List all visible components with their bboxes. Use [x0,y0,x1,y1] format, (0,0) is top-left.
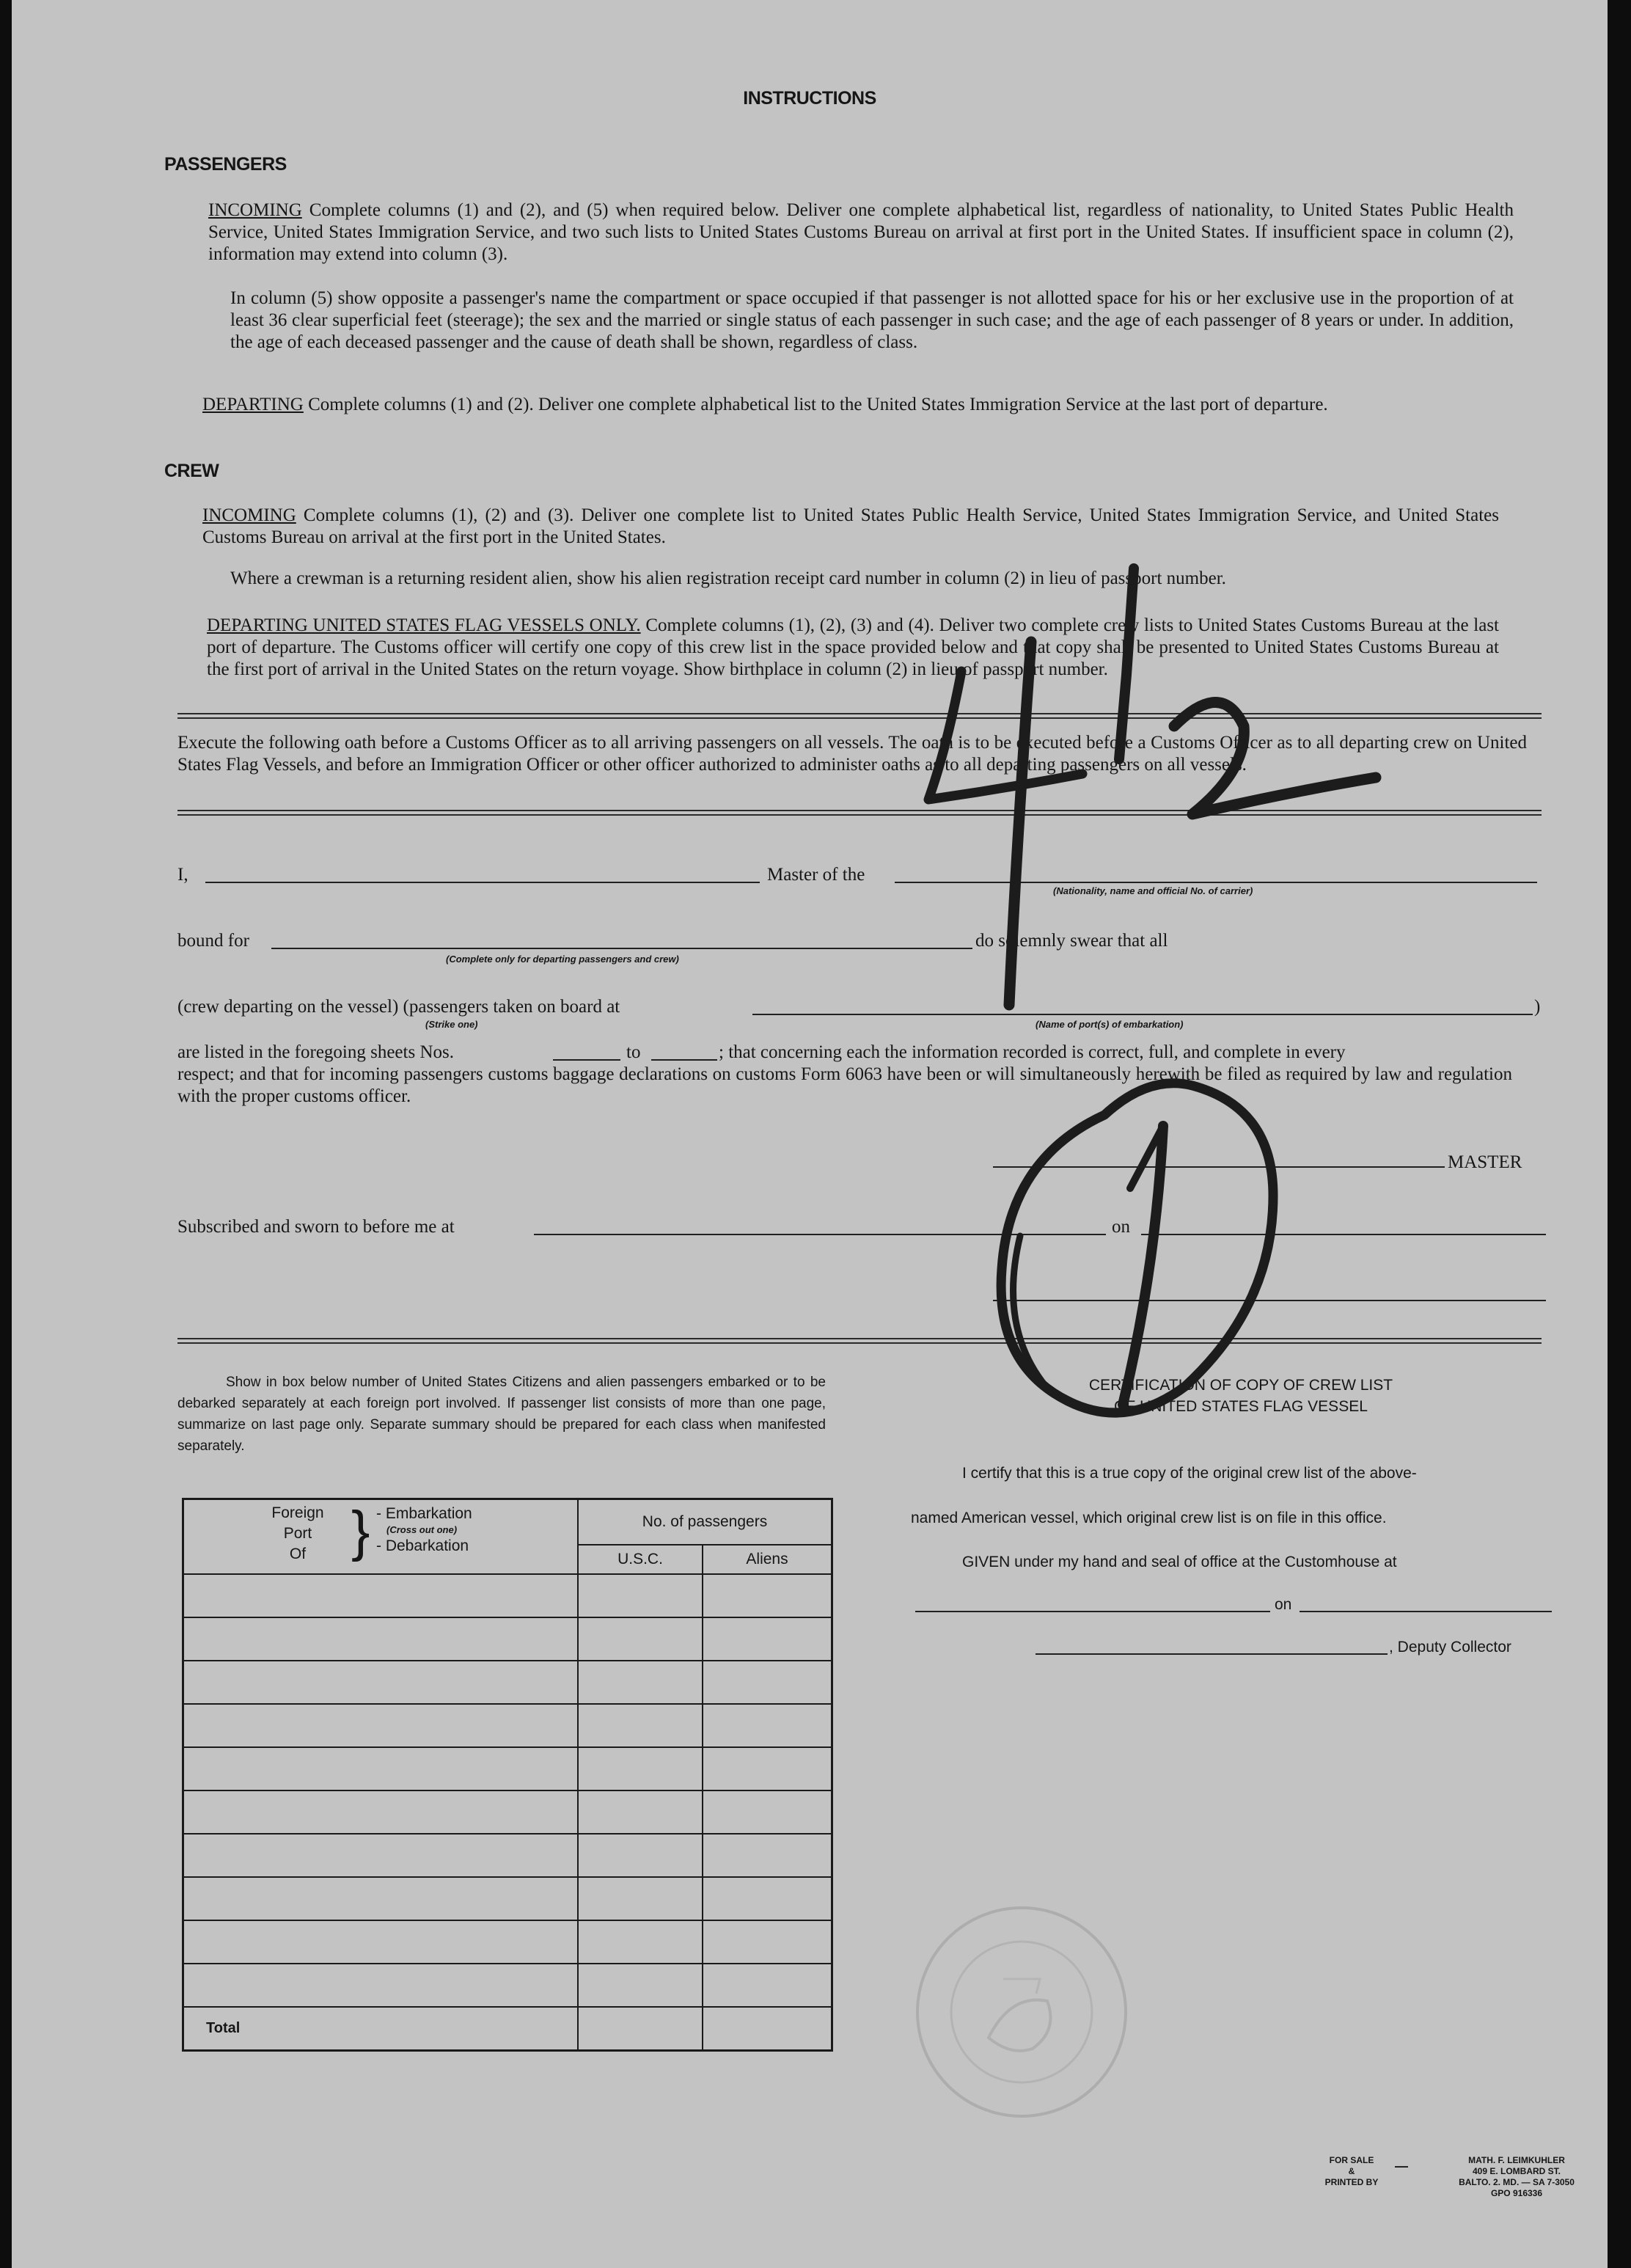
printer-imprint [1429,2155,1605,2199]
port-cell[interactable] [183,1617,579,1661]
printed-by-label: PRINTED BY [1324,2177,1379,2187]
bound-for-line[interactable] [271,948,972,949]
sheet-to-line[interactable] [651,1059,717,1061]
usc-cell[interactable] [578,1834,703,1877]
passengers-departing-text: Complete columns (1) and (2). Deliver one complete alphabetical list to the United States Immigration Service at the last port of departure. [308,395,1328,414]
passenger-summary-table [182,1498,833,2052]
usc-header: U.S.C. [578,1545,703,1574]
usc-cell[interactable] [578,1661,703,1704]
certification-title-line2: OF UNITED STATES FLAG VESSEL [1114,1398,1368,1415]
table-row [183,1747,832,1790]
handwritten-marks [877,535,1537,1496]
certification-line1: I certify that this is a true copy of the original crew list of the above- [962,1465,1417,1482]
printer-line2: 409 E. LOMBARD ST. [1472,2166,1561,2176]
table-row [183,1964,832,2007]
oath-instructions: Execute the following oath before a Customs Officer as to all arriving passengers on all vessels. The oath is to be executed before a Customs Officer as to all departing crew on United States Flag Vessels, and before an Immigration Officer or other officer authorized to administer oaths as to all departing passengers on all vessels. [177,733,1527,775]
aliens-cell[interactable] [703,1877,832,1920]
certification-date-line[interactable] [1300,1611,1552,1612]
certification-line2: named American vessel, which original crew list is on file in this office. [911,1510,1387,1526]
port-cell[interactable] [183,1920,579,1964]
handwritten-one-icon [1119,568,1134,759]
usc-cell[interactable] [578,1877,703,1920]
usc-cell[interactable] [578,1964,703,2007]
master-of-the-label: Master of the [767,865,865,885]
foreign-label: Foreign [271,1504,324,1521]
table-row [183,1617,832,1661]
summary-instructions: Show in box below number of United States Citizens and alien passengers embarked or to be debarked separately at each foreign port involved. If passenger list consists of more than one page, summarize on last page only. Separate summary should be prepared for each class when manifested separately. [177,1375,826,1454]
total-row [183,2007,832,2051]
table-row [183,1790,832,1834]
oath-respect-text: respect; and that for incoming passengers customs baggage declarations on customs Form 6063 have been or will simultaneously herewith be filed as required by law and regulation with the proper customs officer. [177,1064,1512,1106]
aliens-cell[interactable] [703,1834,832,1877]
table-row [183,1574,832,1617]
certification-line3: GIVEN under my hand and seal of office at the Customhouse at [962,1554,1397,1570]
sworn-on-label: on [1112,1217,1130,1237]
passengers-departing-label: DEPARTING [202,395,304,414]
port-cell[interactable] [183,1661,579,1704]
strike-one-caption: (Strike one) [425,1019,478,1030]
crew-incoming-text: Complete columns (1), (2) and (3). Deliver one complete list to United States Public Health Service, United States Immigration Service, and United States Customs Bureau on arrival at the first port in the United States. [202,505,1499,547]
crew-resident-paragraph: Where a crewman is a returning resident alien, show his alien registration receipt card number in column (2) in lieu of passport number. [230,568,1226,588]
port-cell[interactable] [183,1747,579,1790]
table-row [183,1661,832,1704]
brace-icon: } [351,1500,370,1562]
port-cell[interactable] [183,1964,579,2007]
passengers-incoming-label: INCOMING [208,200,302,220]
sheets-text: ; that concerning each the information recorded is correct, full, and complete in every [719,1042,1346,1062]
oath-i-label: I, [177,865,188,885]
document-page [12,0,1608,2268]
crew-departing-label: DEPARTING UNITED STATES FLAG VESSELS ONLY. [207,615,641,635]
aliens-header: Aliens [703,1545,832,1574]
crew-heading: CREW [164,461,219,481]
usc-cell[interactable] [578,1790,703,1834]
port-cell[interactable] [183,1834,579,1877]
aliens-cell[interactable] [703,1790,832,1834]
master-label: MASTER [1448,1152,1522,1172]
for-sale-imprint [1297,2155,1407,2188]
aliens-cell[interactable] [703,1747,832,1790]
table-row [183,1704,832,1747]
deputy-collector-label: , Deputy Collector [1389,1639,1511,1656]
subscribed-label: Subscribed and sworn to before me at [177,1217,455,1237]
aliens-cell[interactable] [703,1920,832,1964]
handwritten-two-icon [1174,703,1376,815]
passengers-incoming-text: Complete columns (1) and (2), and (5) when required below. Deliver one complete alphabetical list, regardless of nationality, to United States Public Health Service, United States Immigration Service, and two such lists to United States Customs Bureau on arrival at first port in the United States. If insufficient space in column (2), information may extend into column (3). [208,200,1514,264]
aliens-cell[interactable] [703,1574,832,1617]
certification-on-label: on [1275,1596,1292,1613]
crew-departing-label: (crew departing on the vessel) (passengers taken on board at [177,997,620,1017]
imprint-dash: — [1395,2159,1408,2173]
passengers-heading: PASSENGERS [164,154,287,175]
aliens-cell[interactable] [703,1704,832,1747]
ampersand-label: & [1348,2166,1355,2176]
sheets-to-label: to [626,1042,641,1062]
bound-for-caption: (Complete only for departing passengers and crew) [446,954,679,965]
table-row [183,1877,832,1920]
sheet-from-line[interactable] [553,1059,620,1061]
aliens-cell[interactable] [703,1617,832,1661]
column5-paragraph: In column (5) show opposite a passenger's name the compartment or space occupied if that passenger is not allotted space for his or her exclusive use in the proportion of at least 36 clear superficial feet (steerage); the sex and the married or single status of each passenger in such case; and the age of each passenger of 8 years or under. In addition, the age of each deceased passenger and the cause of death shall be shown, regardless of class. [230,288,1514,352]
sheets-label: are listed in the foregoing sheets Nos. [177,1042,454,1062]
usc-cell[interactable] [578,1920,703,1964]
no-passengers-header: No. of passengers [578,1499,832,1545]
passengers-incoming-paragraph [208,200,1514,266]
customhouse-line[interactable] [915,1611,1270,1612]
table-row [183,1834,832,1877]
solemnly-swear-label: do solemnly swear that all [975,931,1168,951]
crew-incoming-label: INCOMING [202,505,296,525]
usc-cell[interactable] [578,1747,703,1790]
debarkation-label: - Debarkation [376,1537,469,1554]
passengers-departing-paragraph [202,394,1514,416]
port-label: Port [283,1525,312,1542]
crew-departing-text: Complete columns (1), (2), (3) and (4). Deliver two complete crew lists to United States Customs Bureau at the last port of departure. The Customs officer will certify one copy of this crew list in the space provided below and that copy shall be presented to United States Customs Bureau at the first port of arrival in the United States on the return voyage. Show birthplace in column (2) in lieu of passport number. [207,615,1499,679]
aliens-cell[interactable] [703,1661,832,1704]
embarkation-label: - Embarkation [376,1505,472,1522]
handwritten-four-icon [928,671,1082,800]
close-paren: ) [1534,997,1541,1017]
usc-cell[interactable] [578,1617,703,1661]
for-sale-label: FOR SALE [1329,2155,1374,2165]
usc-cell[interactable] [578,1704,703,1747]
total-label: Total [183,2007,579,2051]
printer-line1: MATH. F. LEIMKUHLER [1468,2155,1565,2165]
cross-out-caption: (Cross out one) [386,1524,458,1535]
page-title: INSTRUCTIONS [743,88,876,109]
printer-line3: BALTO. 2. MD. — SA 7-3050 [1459,2177,1575,2187]
certification-title-line1: CERTIFICATION OF COPY OF CREW LIST [1088,1377,1393,1394]
deputy-collector-line[interactable] [1036,1653,1388,1655]
of-label: Of [289,1545,307,1562]
customs-seal-stamp [901,1891,1143,2133]
port-caption: (Name of port(s) of embarkation) [1036,1019,1184,1030]
usc-cell[interactable] [578,1574,703,1617]
table-row [183,1920,832,1964]
port-cell[interactable] [183,1790,579,1834]
port-cell[interactable] [183,1704,579,1747]
aliens-total-cell[interactable] [703,2007,832,2051]
carrier-caption: (Nationality, name and official No. of carrier) [1053,885,1253,896]
port-cell[interactable] [183,1877,579,1920]
foreign-port-header [183,1499,579,1574]
master-name-line[interactable] [205,882,760,883]
aliens-cell[interactable] [703,1964,832,2007]
bound-for-label: bound for [177,931,249,951]
printer-line4: GPO 916336 [1490,2188,1543,2198]
port-cell[interactable] [183,1574,579,1617]
usc-total-cell[interactable] [578,2007,703,2051]
